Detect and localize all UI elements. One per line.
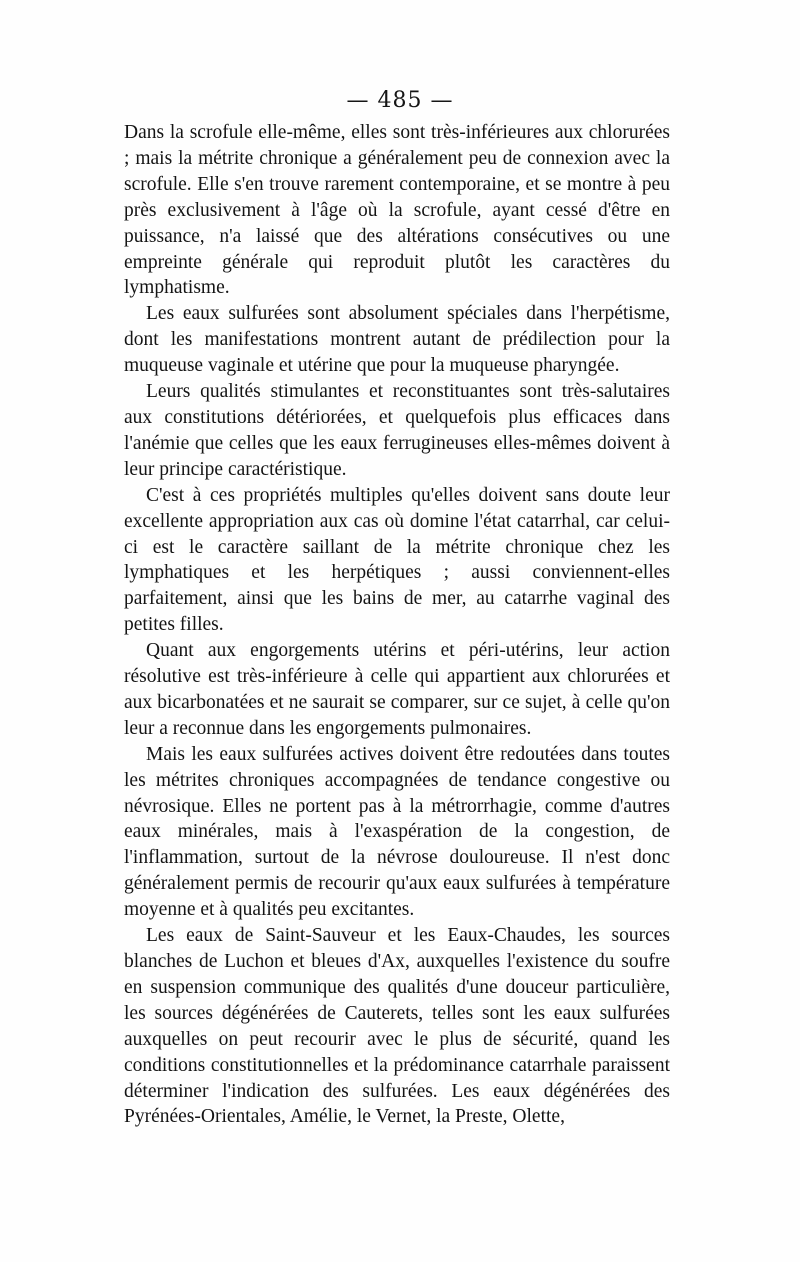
paragraph-2: Les eaux sulfurées sont absolument spéciales dans l'herpétisme, dont les manifestations montrent autant de prédilection pour la muqueuse vaginale et utérine que pour la muqueuse pharyngée. bbox=[124, 303, 670, 377]
body-text bbox=[124, 120, 670, 1130]
paragraph-5: Quant aux engorgements utérins et péri-utérins, leur action résolutive est très-inférieure à celle qui appartient aux chlorurées et aux bicarbonatées et ne saurait se comparer, sur ce sujet, à celle qu'on leur a reconnue dans les engorgements pulmonaires. bbox=[124, 640, 670, 739]
paragraph-7: Les eaux de Saint-Sauveur et les Eaux-Chaudes, les sources blanches de Luchon et bleues d'Ax, auxquelles l'existence du soufre en suspension communique des qualités d'une douceur particulière, les sources dégénérées de Cauterets, telles sont les eaux sulfurées auxquelles on peut recourir avec le plus de sécurité, quand les conditions constitutionnelles et la prédominance catarrhale paraissent déterminer l'indication des sulfurées. Les eaux dégénérées des Pyrénées-Orientales, Amélie, le Vernet, la Preste, Olette, bbox=[124, 925, 670, 1128]
paragraph-6: Mais les eaux sulfurées actives doivent être redoutées dans toutes les métrites chroniques accompagnées de tendance congestive ou névrosique. Elles ne portent pas à la métrorrhagie, comme d'autres eaux minérales, mais à l'exaspération de la congestion, de l'inflammation, surtout de la névrose douloureuse. Il n'est donc généralement permis de recourir qu'aux eaux sulfurées à température moyenne et à qualités peu excitantes. bbox=[124, 743, 670, 921]
page-number: — 485 — bbox=[346, 88, 454, 113]
paragraph-4: C'est à ces propriétés multiples qu'elles doivent sans doute leur excellente appropriation aux cas où domine l'état catarrhal, car celui-ci est le caractère saillant de la métrite chronique chez les lymphatiques et les herpétiques ; aussi conviennent-elles parfaitement, ainsi que les bains de mer, au catarrhe vaginal des petites filles. bbox=[124, 484, 670, 636]
paragraph-3: Leurs qualités stimulantes et reconstituantes sont très-salutaires aux constitutions détériorées, et quelquefois plus efficaces dans l'anémie que celles que les eaux ferrugineuses elles-mêmes doivent à leur principe caractéristique. bbox=[124, 381, 670, 480]
paragraph-1: Dans la scrofule elle-même, elles sont très-inférieures aux chlorurées ; mais la métrite chronique a généralement peu de connexion avec la scrofule. Elle s'en trouve rarement contemporaine, et se montre à peu près exclusivement à l'âge où la scrofule, ayant cessé d'être en puissance, n'a laissé que des altérations consécutives ou une empreinte générale qui reproduit plutôt les caractères du lymphatisme. bbox=[124, 122, 670, 299]
